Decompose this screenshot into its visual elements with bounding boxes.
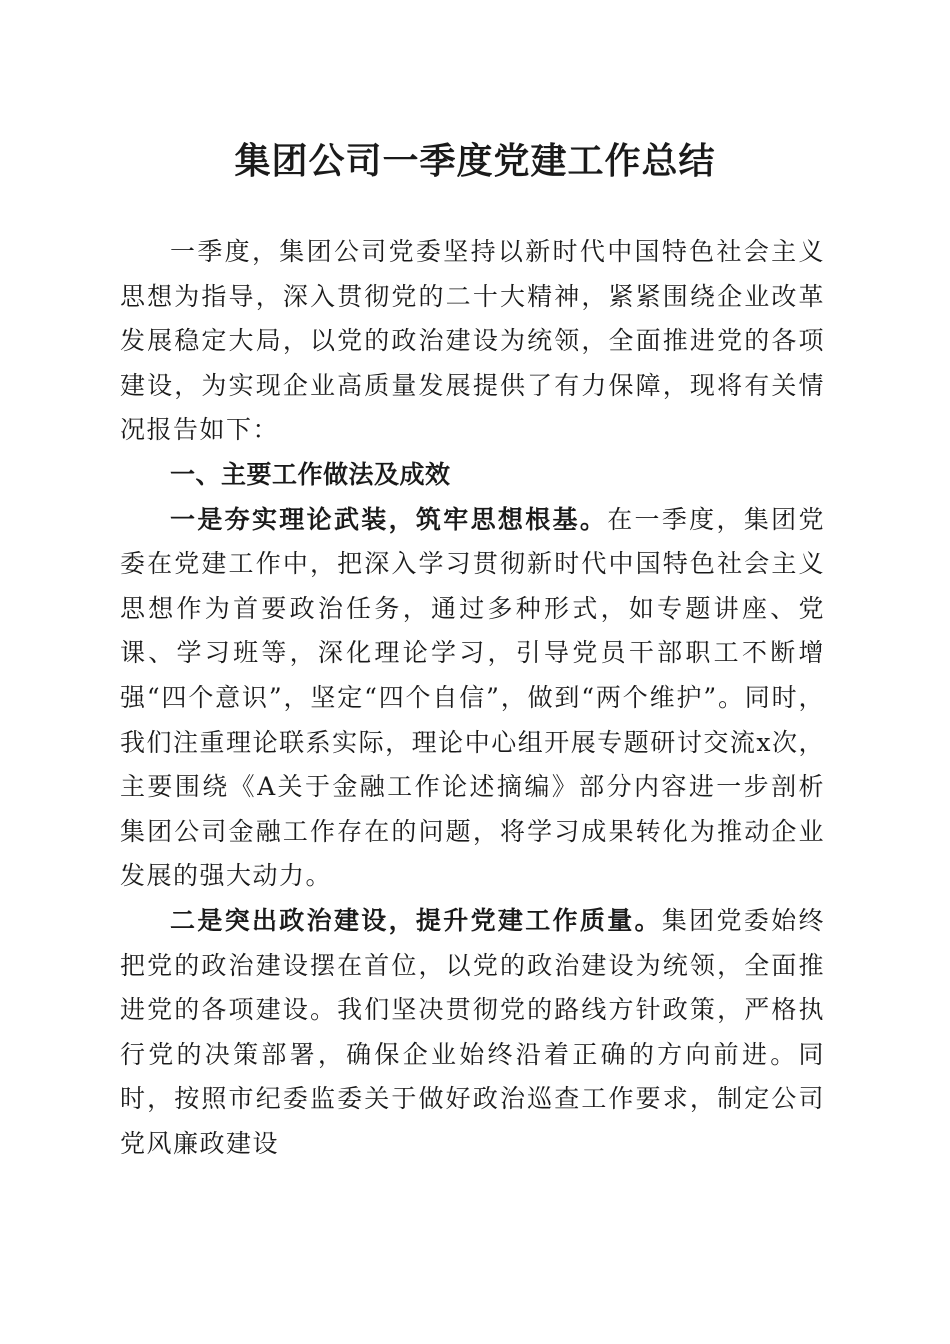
document-title: 集团公司一季度党建工作总结 [234, 140, 716, 182]
paragraph-2 [120, 899, 825, 1167]
section-heading: 一、主要工作做法及成效 [170, 459, 451, 489]
paragraph-2-lead: 二是突出政治建设，提升党建工作质量。 [170, 905, 662, 935]
intro-paragraph: 一季度，集团公司党委坚持以新时代中国特色社会主义思想为指导，深入贯彻党的二十大精神，紧紧围绕企业改革发展稳定大局，以党的政治建设为统领，全面推进党的各项建设，为实现企业高质量发展提供了有力保障，现将有关情况报告如下： [120, 237, 825, 445]
paragraph-2-text: 集团党委始终把党的政治建设摆在首位，以党的政治建设为统领，全面推进党的各项建设。我们坚决贯彻党的路线方针政策，严格执行党的决策部署，确保企业始终沿着正确的方向前进。同时，按照市纪委监委关于做好政治巡查工作要求，制定公司党风廉政建设 [120, 905, 825, 1158]
document-body [120, 230, 825, 1166]
paragraph-1 [120, 498, 825, 899]
paragraph-1-text: 在一季度，集团党委在党建工作中，把深入学习贯彻新时代中国特色社会主义思想作为首要政治任务，通过多种形式，如专题讲座、党课、学习班等，深化理论学习，引导党员干部职工不断增强“四个意识”，坚定“四个自信”，做到“两个维护”。同时，我们注重理论联系实际，理论中心组开展专题研讨交流x次，主要围绕《A关于金融工作论述摘编》部分内容进一步剖析集团公司金融工作存在的问题，将学习成果转化为推动企业发展的强大动力。 [120, 504, 825, 891]
paragraph-1-lead: 一是夯实理论武装，筑牢思想根基。 [170, 504, 608, 534]
